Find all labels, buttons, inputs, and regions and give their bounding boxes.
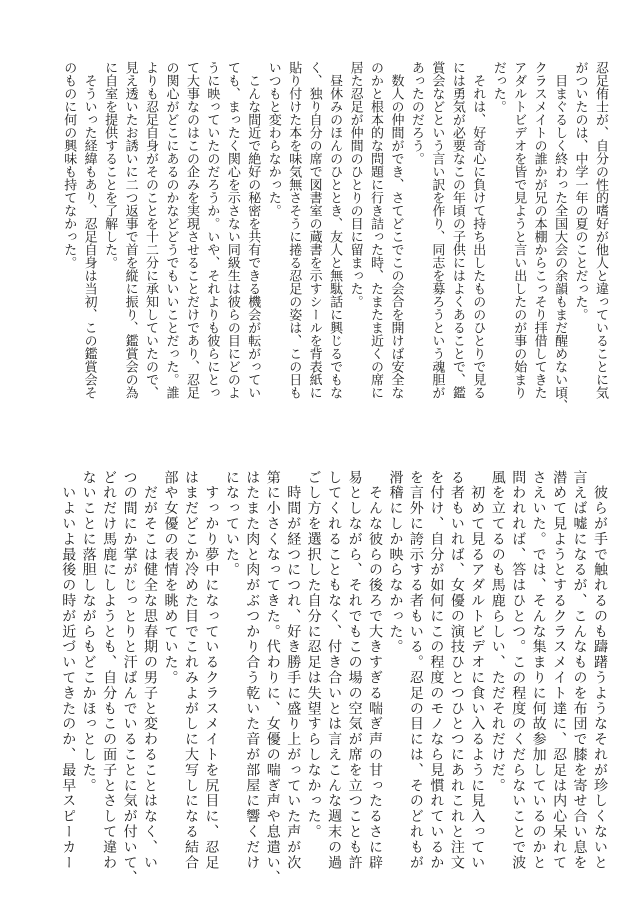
text-line: のものに何の興味も持てなかった。	[61, 61, 77, 269]
text-line: つの間にか掌がじっとりと汗ばんでいることに気が付いて、	[121, 470, 138, 886]
text-line: に自室を提供することを了解した。	[102, 61, 118, 269]
text-line: アダルトビデオを皆で見ようと言い出したのが事の始まり	[511, 61, 527, 399]
text-line: 易としながら、それでもこの場の空気が席を立つことも許	[346, 470, 363, 871]
text-line: 第に小さくなってきた。代わりに、女優の喘ぎ声や息遣い、	[264, 470, 281, 886]
text-line: 問われれば、答はひとつ。この程度のくだらないことで波	[510, 470, 527, 871]
text-line: うに映っていたのだろうか。いや、それよりも彼らにとっ	[204, 61, 220, 399]
text-line: 目まぐるしく終わった全国大会の余韻もまだ醒めない頃、	[552, 61, 568, 412]
text-line: を付け、自分が如何にこの程度のモノなら見慣れているか	[428, 470, 445, 871]
text-line: クラスメイトの誰かが兄の本棚からこっそり拝借してきた	[531, 61, 547, 399]
text-line: の関心がどこにあるのかなどどうでもいいことだった。誰	[163, 61, 179, 399]
text-line: 潜めて見ようとするクラスメイト達に、忍足は内心呆れて	[551, 470, 568, 871]
text-line: はまだどこか冷めた目でこれみよがしに大写しになる結合	[182, 470, 199, 871]
text-line: いよいよ最後の時が近づいてきたのか、最早スピーカー	[60, 470, 77, 871]
text-line: 見え透いたお誘いに二つ返事で首を縦に振り、鑑賞会の為	[122, 61, 138, 399]
text-line: 彼らが手で触れるのも躊躇うようなそれが珍しくないと	[592, 470, 608, 871]
text-line: を言外に誇示する者もいる。忍足の目には、そのどれもが	[407, 470, 424, 871]
text-line: それは、好奇心に負けて持ち出したもののひとりで見る	[470, 61, 486, 399]
text-line: してくれることもなく、付き合いとは言えこんな週末の過	[326, 470, 343, 871]
text-line: がついたのは、中学一年の夏のことだった。	[572, 61, 588, 321]
text-line: そんな彼らの後ろで大きすぎる喘ぎ声の甘ったるさに辟	[367, 470, 384, 871]
text-line: る者もいれば、女優の演技ひとつひとつにあれこれと注文	[448, 470, 465, 871]
text-line: になっていた。	[223, 470, 240, 578]
text-line: 風を立てるのも馬鹿らしい、ただそれだけだ。	[489, 470, 506, 794]
text-line: よりも忍足自身がそのことを十二分に承知していたので、	[143, 61, 159, 399]
text-line: て大事なのはこの企みを実現させることだけであり、忍足	[183, 61, 199, 399]
text-line: こんな間近で絶好の秘密を共有できる機会が転がってい	[245, 61, 261, 399]
text-line: あったのだろう。	[408, 61, 424, 165]
text-line: ても、まったく関心を示さない同級生は彼らの目にどのよ	[224, 61, 240, 399]
text-line: 忍足侑士が、自分の性的嗜好が他人と違っていることに気	[593, 61, 608, 399]
text-line: 居た忍足が仲間のひとりの目に留まった。	[347, 61, 363, 308]
text-line: 数人の仲間ができ、さてどこでこの会合を開けば安全な	[388, 61, 404, 399]
text-line: そういった経緯もあり、忍足自身は当初、この鑑賞会そ	[81, 61, 97, 399]
lower-text-block	[57, 470, 610, 886]
text-line: 言えば嘘になるが、こんなものを布団で膝を寄せ合い息を	[571, 470, 588, 871]
text-line: ないことに落胆しながらもどこかほっとした。	[80, 470, 97, 794]
text-line: 初めて見るアダルトビデオに食い入るように見入ってい	[469, 470, 486, 871]
text-line: には勇気が必要なこの年頃の子供にはよくあることで、鑑	[449, 61, 465, 399]
text-line: 貼り付けた本を味気無さそうに捲る忍足の姿は、この日も	[286, 61, 302, 399]
text-line: だがそこは健全な思春期の男子と変わることはなく、い	[142, 470, 159, 871]
text-line: 時間が経つにつれ、好き勝手に盛り上がっていた声が次	[285, 470, 302, 871]
text-line: 賞会などという言い訳を作り、同志を募ろうという魂胆が	[429, 61, 445, 399]
text-line: だった。	[490, 61, 506, 113]
text-line: 昼休みのほんのひととき、友人と無駄話に興じるでもな	[327, 61, 343, 399]
text-line: いつもと変わらなかった。	[265, 61, 281, 217]
text-line: さえいた。では、そんな集まりに何故参加しているのかと	[530, 470, 547, 871]
text-line: ごし方を選択した自分に忍足は失望すらしなかった。	[305, 470, 322, 840]
text-line: く、独り自分の席で図書室の蔵書を示すシールを背表紙に	[306, 61, 322, 399]
text-line: はたまた肉と肉がぶつかり合う乾いた音が部屋に響くだけ	[244, 470, 261, 871]
text-line: のかと根本的な問題に行き詰った時、たまたま近くの席に	[368, 61, 384, 399]
text-line: すっかり夢中になっているクラスメイトを尻目に、忍足	[203, 470, 220, 871]
text-line: 部や女優の表情を眺めていた。	[162, 470, 179, 686]
upper-text-block	[57, 61, 610, 412]
text-line: どれだけ馬鹿にしようとも、自分もこの面子とさして違わ	[101, 470, 118, 871]
text-line: 滑稽にしか映らなかった。	[387, 470, 404, 655]
